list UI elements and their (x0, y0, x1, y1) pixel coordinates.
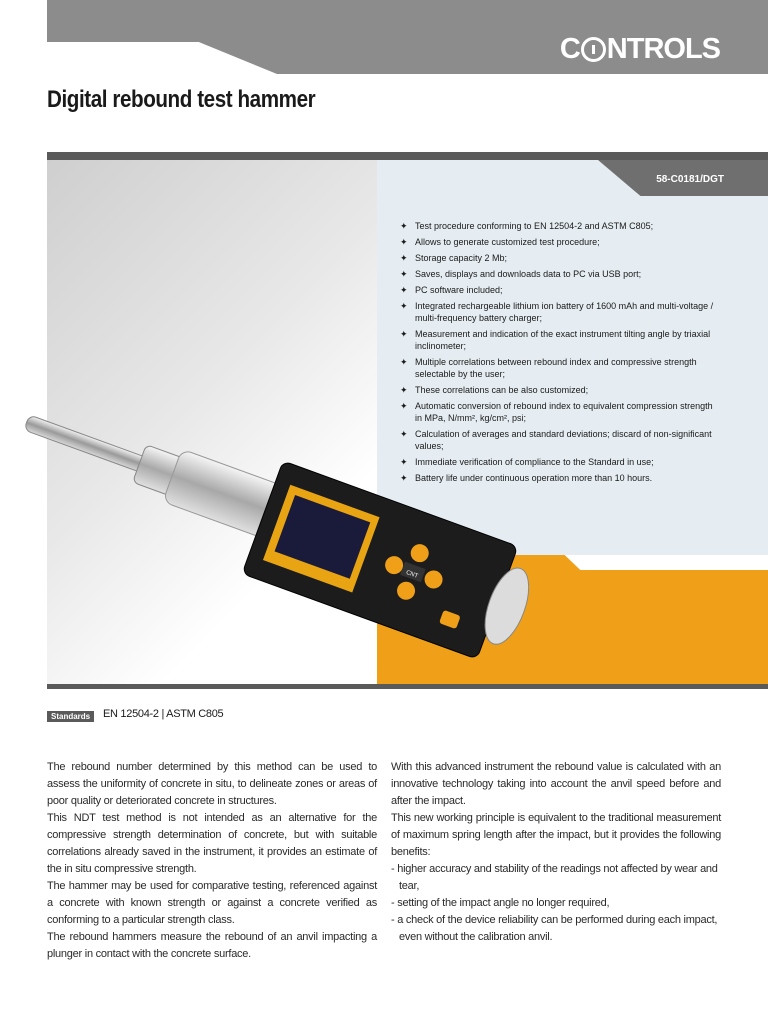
feature-item (400, 268, 718, 280)
body-paragraph: This new working principle is equivalent to the traditional measurement of maximum spring length after the impact, but it provides the following benefits: (391, 812, 721, 858)
bullet-icon: ✦ (400, 401, 408, 411)
standards-label: Standards (47, 711, 94, 722)
benefit-item: - higher accuracy and stability of the readings not affected by wear and tear, (391, 863, 718, 892)
body-paragraph: The rebound hammers measure the rebound of an anvil impacting a plunger in contact with the concrete surface. (47, 931, 377, 960)
bullet-icon: ✦ (400, 329, 408, 339)
feature-item (400, 236, 718, 248)
body-paragraph: The rebound number determined by this method can be used to assess the uniformity of concrete in situ, to delineate zones or areas of poor quality or deteriorated concrete in structures. (47, 761, 377, 807)
feature-text: Measurement and indication of the exact instrument tilting angle by triaxial inclinometer; (415, 329, 711, 351)
body-column-left (47, 759, 377, 963)
bullet-icon: ✦ (400, 285, 408, 295)
body-paragraph: With this advanced instrument the rebound value is calculated with an innovative technology taking into account the anvil speed before and after the impact. (391, 761, 721, 807)
rebound-hammer-image (0, 380, 560, 680)
standards-value: EN 12504-2 | ASTM C805 (103, 708, 224, 720)
bullet-icon: ✦ (400, 457, 408, 467)
feature-item (400, 220, 718, 232)
feature-text: Calculation of averages and standard deviations; discard of non-significant values; (415, 429, 712, 451)
feature-item (400, 284, 718, 296)
feature-text: Test procedure conforming to EN 12504-2 and ASTM C805; (415, 221, 654, 231)
feature-item (400, 356, 718, 380)
brand-logo (560, 33, 720, 66)
device-key-center: CNT (405, 569, 419, 580)
feature-text: Storage capacity 2 Mb; (415, 253, 508, 263)
feature-item (400, 328, 718, 352)
divider-top (47, 152, 768, 160)
feature-item (400, 300, 718, 324)
bullet-icon: ✦ (400, 385, 408, 395)
feature-text: Automatic conversion of rebound index to equivalent compression strength in MPa, N/mm², kg/cm², psi; (415, 401, 713, 423)
feature-text: Saves, displays and downloads data to PC via USB port; (415, 269, 642, 279)
feature-text: Battery life under continuous operation more than 10 hours. (415, 473, 653, 483)
body-paragraph: This NDT test method is not intended as an alternative for the compressive strength determination of concrete, but with suitable correlations already saved in the instrument, it provides an estimate of the in situ compressive strength. (47, 812, 377, 875)
bullet-icon: ✦ (400, 253, 408, 263)
feature-text: Integrated rechargeable lithium ion battery of 1600 mAh and multi-voltage / multi-frequency battery charger; (415, 301, 714, 323)
feature-item (400, 252, 718, 264)
brand-text-rest: NTROLS (606, 33, 720, 65)
benefit-item: - a check of the device reliability can be performed during each impact, even without the calibration anvil. (391, 914, 718, 943)
gauge-icon (581, 37, 606, 62)
bullet-icon: ✦ (400, 301, 408, 311)
bullet-icon: ✦ (400, 429, 408, 439)
feature-text: Multiple correlations between rebound index and compressive strength selectable by the user; (415, 357, 697, 379)
bullet-icon: ✦ (400, 269, 408, 279)
product-code: 58-C0181/DGT (656, 174, 724, 185)
body-column-right (391, 759, 721, 946)
feature-text: Immediate verification of compliance to the Standard in use; (415, 457, 654, 467)
benefit-item: - setting of the impact angle no longer required, (391, 897, 610, 909)
bullet-icon: ✦ (400, 473, 408, 483)
bullet-icon: ✦ (400, 237, 408, 247)
feature-text: PC software included; (415, 285, 503, 295)
bullet-icon: ✦ (400, 221, 408, 231)
bullet-icon: ✦ (400, 357, 408, 367)
page-title: Digital rebound test hammer (47, 86, 316, 113)
body-paragraph: The hammer may be used for comparative testing, referenced against a concrete with known strength or against a concrete verified as conforming to a particular strength class. (47, 880, 377, 926)
brand-text-c: C (559, 33, 580, 65)
divider-bottom (47, 684, 768, 689)
feature-text: These correlations can be also customized; (415, 385, 589, 395)
feature-text: Allows to generate customized test procedure; (415, 237, 600, 247)
